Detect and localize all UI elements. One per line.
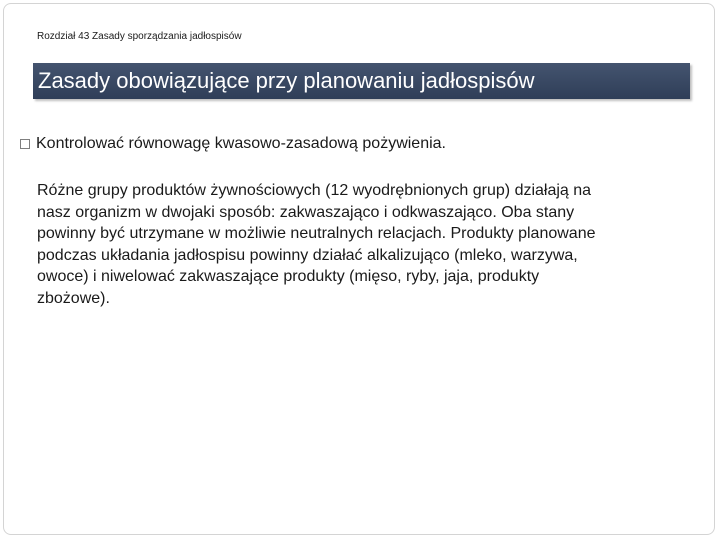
paragraph-line: podczas układania jadłospisu powinny działać alkalizująco (mleko, warzywa, (37, 246, 578, 264)
square-bullet-icon (20, 139, 30, 149)
title-bar (33, 63, 690, 99)
paragraph-line: Różne grupy produktów żywnościowych (12 wyodrębnionych grup) działają na (37, 182, 592, 199)
paragraph-line: owoce) i niwelować zakwaszające produkty (mięso, ryby, jaja, produkty (37, 268, 540, 285)
bullet-item (20, 135, 446, 153)
chapter-title: Rozdział 43 Zasady sporządzania jadłospisów (37, 31, 242, 42)
slide-title: Zasady obowiązujące przy planowaniu jadłospisów (38, 68, 535, 93)
bullet-text: Kontrolować równowagę kwasowo-zasadową pożywienia. (36, 135, 446, 152)
paragraph-line: zbożowe). (37, 289, 110, 307)
paragraph-line: nasz organizm w dwojaki sposób: zakwaszająco i odkwaszająco. Oba stany (37, 203, 575, 221)
paragraph-line: powinny być utrzymane w możliwie neutralnych relacjach. Produkty planowane (37, 225, 596, 242)
body-paragraph (37, 180, 677, 309)
